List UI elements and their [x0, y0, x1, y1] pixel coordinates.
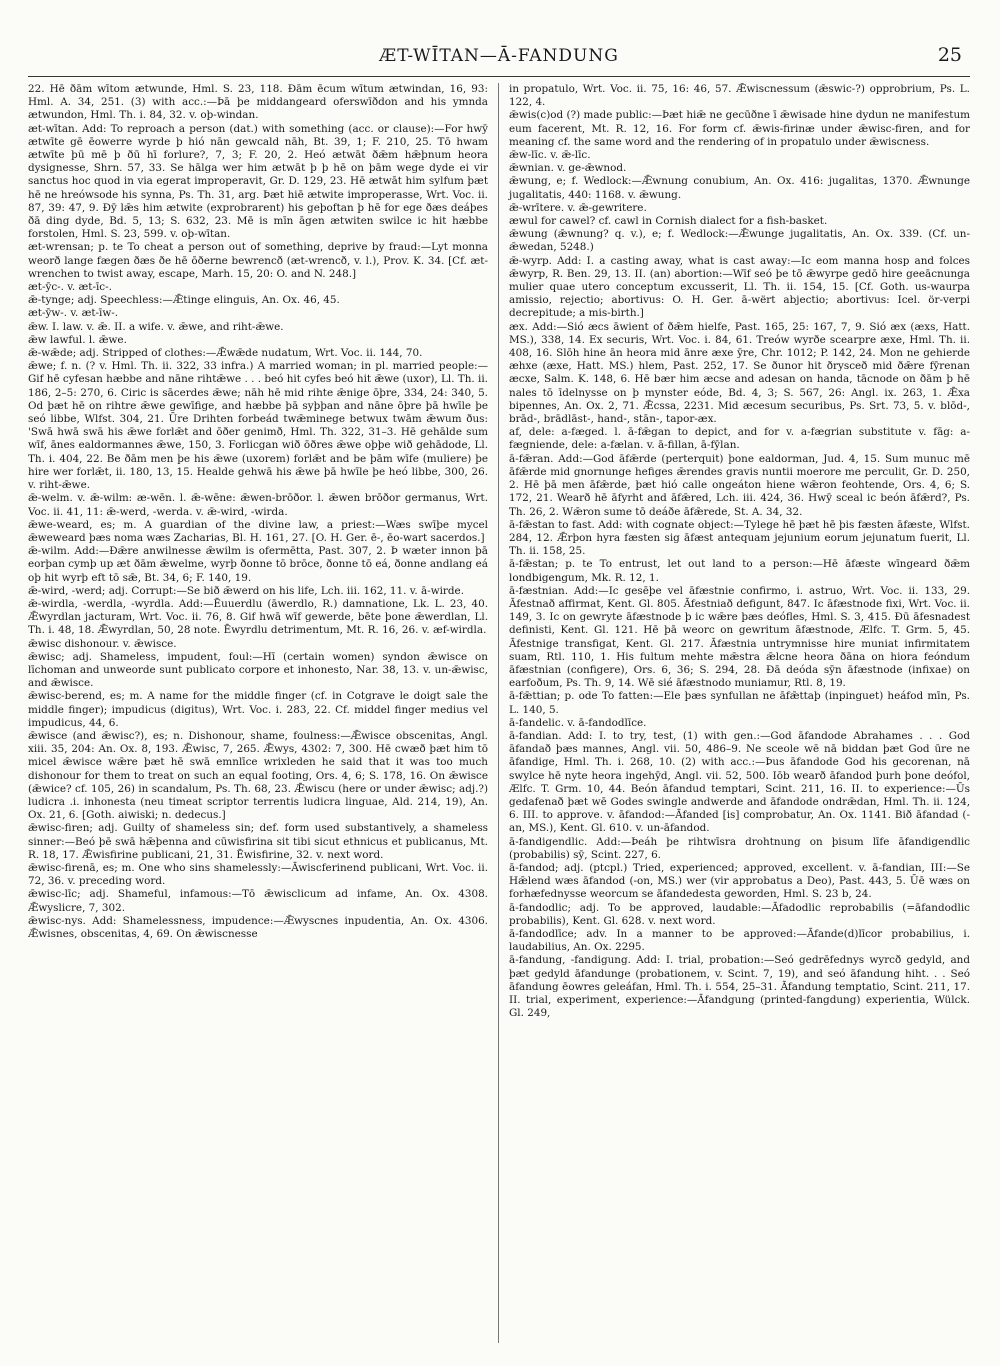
left-column — [28, 83, 499, 1343]
dictionary-entry: ǣ-wirdla, -werdla, -wyrdla. Add:—Ēuuerdlu (āwerdlo, R.) damnatione, Lk. L. 23, 40. Ǣwyrdlan jacturam, Wrt. Voc. ii. 76, 8. Gif hwā wīf gewerde, bēte þone ǣwerdlan, Ll. Th. i. 48, 18. Ǣwyrdlan, 50, 28 note. Ēwyrdlu detrimentum, Mt. R. 16, 26. v. æf-wirdla. — [28, 597, 488, 637]
dictionary-entry: ǣwnian. v. ge-ǣwnod. — [509, 162, 627, 175]
dictionary-entry: ā-fandodlīce; adv. In a manner to be approved:—Āfande(d)līcor probabilius, i. laudabilius, An. Ox. 2295. — [509, 928, 970, 954]
running-title: ÆT-WĪTAN—Ā-FANDUNG — [379, 46, 619, 66]
dictionary-entry: æt-wrensan; p. te To cheat a person out of something, deprive by fraud:—Lyt monna weorð lange fægen ðæs ðe hē ōðerne bewrencð (æt-wrencð, v. l.), Prov. K. 34. [Cf. æt-wrenchen to twist away, escape, Marh. 15, 20: O. and N. 248.] — [28, 241, 488, 280]
running-head — [28, 46, 970, 70]
dictionary-entry: ǣwisc-firen; adj. Guilty of shameless sin; def. form used substantively, a shameless sinner:—Beó þē swā hǣþenna and cūwisfirina sit tibi sicut ethnicus et publicanus, Mt. R. 18, 17. Ǣwisfirine publicani, 21, 31. Ēwisfirine, 32. v. next word. — [28, 822, 488, 861]
dictionary-entry: æt-ȳw-. v. æt-īw-. — [28, 307, 119, 320]
dictionary-entry: ǣw lawful. l. ǣwe. — [28, 333, 127, 346]
dictionary-entry: ǣwe-weard, es; m. A guardian of the divine law, a priest:—Wæs swīþe mycel ǣweweard þæs noma wæs Zacharias, Bl. H. 161, 27. [O. H. Ger. ē-, ēo-wart sacerdos.] — [28, 518, 488, 544]
dictionary-entry: ǣw-līc. v. ǣ-līc. — [509, 149, 591, 162]
dictionary-entry: æt-ȳc-. v. æt-īc-. — [28, 281, 112, 294]
dictionary-entry: ǣwisc-nys. Add: Shamelessness, impudence:—Ǣwyscnes inpudentia, An. Ox. 4306. Ǣwisnes, obscenitas, 4, 69. On ǣwiscnesse — [28, 914, 488, 940]
dictionary-entry: ā-fandigendlic. Add:—Þeáh þe rihtwīsra drohtnung on þisum līfe āfandigendlic (probabilis) sȳ, Scint. 227, 6. — [509, 835, 970, 861]
header-rule — [28, 76, 970, 77]
dictionary-entry: ā-fandian. Add: I. to try, test, (1) with gen.:—God āfandode Abrahames . . . God āfandað þæs mannes, Angl. vii. 50, 486–9. Ne sceole wē nā biddan þæt God ūre ne āfandige, Hml. Th. i. 268, 10. (2) with acc.:—Þus āfandode God his gecorenan, nā swylce hē nyte heora ingehȳd, Angl. vii. 52, 500. Iōb wearð āfandod þurh þone deófol, Ælfc. T. Grm. 10, 44. Beón āfandud temptari, Scint. 211, 16. II. to experience:—Ūs gedafenað þæt wē Godes swingle andwerde and āfandode ondrǣdan, Hml. Th. ii. 124, 6. III. to approve. v. āfandod:—Āfanded [is] comprobatur, An. Ox. 1141. Bið āfandad (-an, MS.), Kent. Gl. 610. v. un-āfandod. — [509, 729, 970, 835]
dictionary-entry: ā-fandodlic; adj. To be approved, laudable:—Āfadodlic reprobabilis (=āfandodlic probabilis), Kent. Gl. 628. v. next word. — [509, 901, 970, 927]
dictionary-entry: ǣ-tynge; adj. Speechless:—Ǣtinge elinguis, An. Ox. 46, 45. — [28, 294, 340, 307]
dictionary-entry: ǣ-wrītere. v. ǣ-gewritere. — [509, 201, 647, 214]
dictionary-entry: æx. Add:—Sió æcs āwient of ðǣm hielfe, Past. 165, 25: 167, 7, 9. Sió æx (æxs, Hatt. MS.), 338, 14. Ex securis, Wrt. Voc. i. 84, 61. Treów wyrðe scearpre æxe, Hml. Th. ii. 408, 16. Slōh hine ān heora mid ānre æxe ȳre, Chr. 1012; P. 142, 24. Mon ne gehierde æhxe (æxe, Hatt. MS.) hlem, Past. 252, 17. Se ðunor hit ðrysceð mid ðǣre fȳrenan æcxe, Salm. K. 148, 6. Hē bær him æcse and adesan on handa, tācnode on ðām þ hē nales tō īdelnysse on þ mynster eóde, Bd. 4, 3; S. 567, 26: Angl. ix. 263, 1. Ǣxa bipennes, An. Ox. 2, 71. Ǣcssa, 2231. Mid æcesum securibus, Ps. Srt. 73, 5. v. blōd-, brād-, brādlāst-, hand-, stān-, tapor-æx. — [509, 320, 970, 426]
two-column-body — [28, 83, 970, 1343]
dictionary-entry: ā-fandod; adj. (ptcpl.) Tried, experienced; approved, excellent. v. ā-fandian, III:—Se Hǣlend wæs āfandod (-on, MS.) wer (vir approbatus a Deo), Past. 443, 5. Ūē wæs on forhæfednysse weorcum se āfandedesta geworden, Hml. S. 23 b, 24. — [509, 861, 970, 901]
dictionary-entry: æt-wītan. Add: To reproach a person (dat.) with something (acc. or clause):—For hwȳ ætwīte gē ēowerre wyrde þ hió nān gewcald nāh, Bt. 39, 1; F. 210, 25. Tō hwam ætwīte þū mē þ ðū hī forlure?, 7, 3; F. 20, 2. Heó ætwāt ðǣm hǣþnum heora dysignesse, Shrn. 57, 33. Se hālga wer him ætwāt þ þ hē on þām wege dyde ei vir sanctus hoc quod in via egerat improperavit, Gr. D. 129, 23. Hē ætwāt him sylfum þæt hē ne hreówsode his synna, Ps. Th. 31, arg. Þæt hiē ætwite improperasse, Wrt. Voc. ii. 87, 39: 47, 9. Ðȳ lǣs him ætwite (exprobrarent) his geþoftan þ hē for ege ðæs deáþes ðā ding dyde, Bd. 5, 13; S. 632, 23. Mē is mīn āgen ætwiten swilce ic hit hæbbe forstolen, Hml. S. 23, 599. v. oþ-wītan. — [28, 122, 488, 241]
dictionary-entry: af, dele: a-fæged. l. ā-fǣgan to depict, and for v. a-fægrian substitute v. fāg: a-fægniende, dele: a-fælan. v. ā-fillan, ā-fȳlan. — [509, 426, 970, 452]
dictionary-entry: ǣ-welm. v. ǣ-wilm: æ-wēn. l. ǣ-wēne: ǣwen-brōðor. l. ǣwen brōðor germanus, Wrt. Voc. ii. 41, 11: ǣ-werd, -werda. v. ǣ-wird, -wirda. — [28, 492, 488, 518]
dictionary-entry: ǣwisc-berend, es; m. A name for the middle finger (cf. in Cotgrave le doigt sale the middle finger); impudicus (digitus), Wrt. Voc. i. 283, 22. Cf. middel finger medius vel impudicus, 44, 6. — [28, 690, 488, 729]
dictionary-entry: ǣ-wǣde; adj. Stripped of clothes:—Ǣwǣde nudatum, Wrt. Voc. ii. 144, 70. — [28, 347, 423, 360]
dictionary-entry: ǣwisc; adj. Shameless, impudent, foul:—Hī (certain women) syndon ǣwisce on līchoman and unweorde sunt publicato corpore et inhonesto, Nar. 38, 13. v. un-ǣwisc, and ǣwisce. — [28, 650, 488, 690]
dictionary-entry: ǣwe; f. n. (? v. Hml. Th. ii. 322, 33 infra.) A married woman; in pl. married people:—Gif hē cyfesan hæbbe and nāne rihtǣwe . . . beó hit cyfes beó hit ǣwe (uxor), Ll. Th. ii. 186, 2–5: 270, 6. Ciric is sācerdes ǣwe; nāh hē mid rihte ǣnige ōþre, 334, 24: 340, 5. Od þæt hē on rihtre ǣwe gewīfige, and hæbbe þā syþþan and nāne ōþre þā hwīle þe seó libbe, Wlfst. 304, 21. Ūre Drihten forbeád twǣminege betwux twām ǣwum ðus: 'Swā hwā swā his ǣwe forlǣt and ōðer genimð, Hml. Th. 322, 31–3. Hē gehālde sum wīf, ānes ealdormannes ǣwe, 150, 3. Forlicgan wið ōðres ǣwe oþþe wið gehādode, Ll. Th. i. 404, 22. Be ðām men þe his ǣwe (uxorem) forlǣt and be þām wīfe (muliere) þe hire wer forlǣt, ii. 180, 13, 15. Healde gehwā his ǣwe þā hwīle þe heó libbe, 300, 26. v. riht-ǣwe. — [28, 360, 488, 492]
dictionary-entry: ā-fǣstan; p. te To entrust, let out land to a person:—Hē āfæste wīngeard ðǣm londbigengum, Mk. R. 12, 1. — [509, 558, 970, 584]
dictionary-entry: ǣwung, e; f. Wedlock:—Ǣwnung conubium, An. Ox. 416: jugalitas, 1370. Ǣwnunge jugalitatis, 440: 1168. v. ǣwung. — [509, 175, 970, 201]
dictionary-entry: ā-fǣstan to fast. Add: with cognate object:—Tylege hē þæt hē þis fæsten āfæste, Wlfst. 284, 12. Ǣrþon hyra fæsten sig āfæst antequam jejunium eorum jejunatum fuerit, Ll. Th. ii. 158, 25. — [509, 518, 970, 558]
dictionary-entry: ǣwisc dishonour. v. ǣwisce. — [28, 637, 177, 650]
dictionary-entry: ǣwung (ǣwnung? q. v.), e; f. Wedlock:—Ǣwunge jugalitatis, An. Ox. 339. (Cf. un-ǣwedan, 5248.) — [509, 228, 970, 254]
dictionary-entry: ā-fǣran. Add:—God āfǣrde (perterquit) þone ealdorman, Jud. 4, 15. Sum munuc mē āfǣrde mid gnornunge hefiges ǣrendes gravis nuntii moerore me perculit, Gr. D. 250, 2. Hē þā men āfǣrde, þæt hió calle ongeáton hiene wǣron feohtende, Ors. 4, 6; S. 172, 21. Wearð hē āfyrht and āfǣred, Lch. iii. 424, 36. Hwȳ sceal ic beón āfǣrd?, Ps. Th. 26, 2. Wǣron sume tō deáðe āfǣrede, St. A. 34, 32. — [509, 452, 970, 518]
dictionary-entry: ā-fæstnian. Add:—Ic gesēþe vel āfæstnie confirmo, i. astruo, Wrt. Voc. ii. 133, 29. Āfestnað affirmat, Kent. Gl. 805. Āfestniað defigunt, 847. Ic āfæstnode fixi, Wrt. Voc. ii. 149, 3. Ic on gewryte āfæstnode þ ic wǣre þæs deófles, Hml. S. 3, 415. Ðū āfesnadest definisti, Kent. Gl. 121. Hē þā weorc on gewritum āfæstnode, Ælfc. T. Grm. 5, 45. Āfestnige transfigat, Kent. Gl. 217. Āfæstnia untrymnisse hire muniat infirmitatem suam, Rtl. 110, 1. His fultum mehte mǣstra ǣlcne heora ðāna on hiora feóndum āfæstnian (configere), Ors. 6, 36; S. 294, 28. Ðā deóda sȳn āfæstnode (infixae) on earfoðum, Ps. Th. 9, 14. Wē sié āfæstnodo muniamur, Rtl. 8, 19. — [509, 584, 970, 690]
dictionary-entry: 22. Hē ðām wītom ætwunde, Hml. S. 23, 118. Ðām ēcum wītum ætwindan, 16, 93: Hml. A. 34, 251. (3) with acc.:—Þā þe middangeard oferswīðdon and his ymnda ætwundon, Hml. Th. i. 84, 32. v. oþ-windan. — [28, 83, 488, 122]
dictionary-entry: ā-fǣttian; p. ode To fatten:—Ele þæs synfullan ne āfǣttaþ (inpinguet) heáfod mīn, Ps. L. 140, 5. — [509, 690, 970, 716]
dictionary-entry: ǣ-wilm. Add:—Ðǣre anwilnesse ǣwilm is ofermētta, Past. 307, 2. Þ wæter innon þā eorþan cymþ up æt ðām ǣwelme, wyrþ ðonne tō brōce, ðonne tō eá, ðonne andlang eá oþ hit wyrþ eft tō sǣ, Bt. 34, 6; F. 140, 19. — [28, 545, 488, 584]
dictionary-entry: ā-fandelic. v. ā-fandodlīce. — [509, 716, 647, 729]
dictionary-entry: ǣwisc-firenā, es; m. One who sins shamelessly:—Āwiscferinend publicani, Wrt. Voc. ii. 72, 36. v. preceding word. — [28, 861, 488, 888]
right-column — [499, 83, 970, 1343]
page-number: 25 — [937, 44, 962, 66]
dictionary-entry: in propatulo, Wrt. Voc. ii. 75, 16: 46, 57. Ǣwiscnessum (ǣswic-?) opprobrium, Ps. L. 122, 4. — [509, 83, 970, 109]
dictionary-entry: ǣ-wird, -werd; adj. Corrupt:—Se bið ǣwerd on his life, Lch. iii. 162, 11. v. ā-wirde. — [28, 584, 464, 597]
dictionary-entry: ǣwisce (and ǣwisc?), es; n. Dishonour, shame, foulness:—Ǣwisce obscenitas, Angl. xiii. 35, 204: An. Ox. 8, 193. Ǣwisc, 7, 265. Ǣwys, 4302: 7, 300. Hē cwæð þæt him tō micel ǣwisce wǣre þæt hē swā emnlīce wrixleden he said that it was too much dishonour for them to treat on such an equal footing, Ors. 4, 6; S. 178, 16. On ǣwisce (ǣwice? cf. 105, 26) in scandalum, Ps. Th. 68, 23. Ǣwiscu (here or under ǣwisc; adj.?) ludicra .i. inhonesta (neu timeat scriptor terrentis ludicra linguae, Ald. 214, 19), An. Ox. 21, 6. [Goth. aiwiski; n. dedecus.] — [28, 729, 488, 822]
dictionary-entry: ǣwis(c)od (?) made public:—Þæt hiǣ ne gecūðne ī ǣwisade hine dydun ne manifestum eum facerent, Mt. R. 12, 16. For form cf. ǣwis-firinæ under ǣwisc-firen, and for meaning cf. the same word and the rendering of in propatulo under ǣwiscness. — [509, 109, 970, 148]
dictionary-entry: ǣwisc-līc; adj. Shameful, infamous:—Tō ǣwisclicum ad infame, An. Ox. 4308. Ǣwyslicre, 7, 302. — [28, 888, 488, 914]
dictionary-entry: æwul for cawel? cf. cawl in Cornish dialect for a fish-basket. — [509, 215, 828, 228]
dictionary-entry: ā-fandung, -fandigung. Add: I. trial, probation:—Seó gedrēfednys wyrcð gedyld, and þæt gedyld āfandunge (probationem, v. Scint. 7, 19), and seó āfandung hiht. . . Seó āfandung ēowres geleáfan, Hml. Th. i. 554, 25–31. Āfandung temptatio, Scint. 211, 17. II. trial, experiment, experience:—Āfandgung (printed-fangdung) experientia, Wülck. Gl. 249, — [509, 954, 970, 1020]
dictionary-entry: ǣ-wyrp. Add: I. a casting away, what is cast away:—Ic eom manna hosp and folces ǣwyrp, R. Ben. 29, 13. II. (an) abortion:—Wīf seó þe tō ǣwyrpe gedō hire geeācnunga mulier quae utero conceptum excusserit, Ll. Th. ii. 154, 15. [Cf. Goth. us-waurpa amissio, rejectio; abortivus: O. H. Ger. ā-wërt abjectio; abortivus: Icel. ör-verpi decrepitude; a mis-birth.] — [509, 254, 970, 320]
dictionary-entry: ǣw. I. law. v. ǣ. II. a wife. v. ǣwe, and riht-ǣwe. — [28, 320, 284, 333]
